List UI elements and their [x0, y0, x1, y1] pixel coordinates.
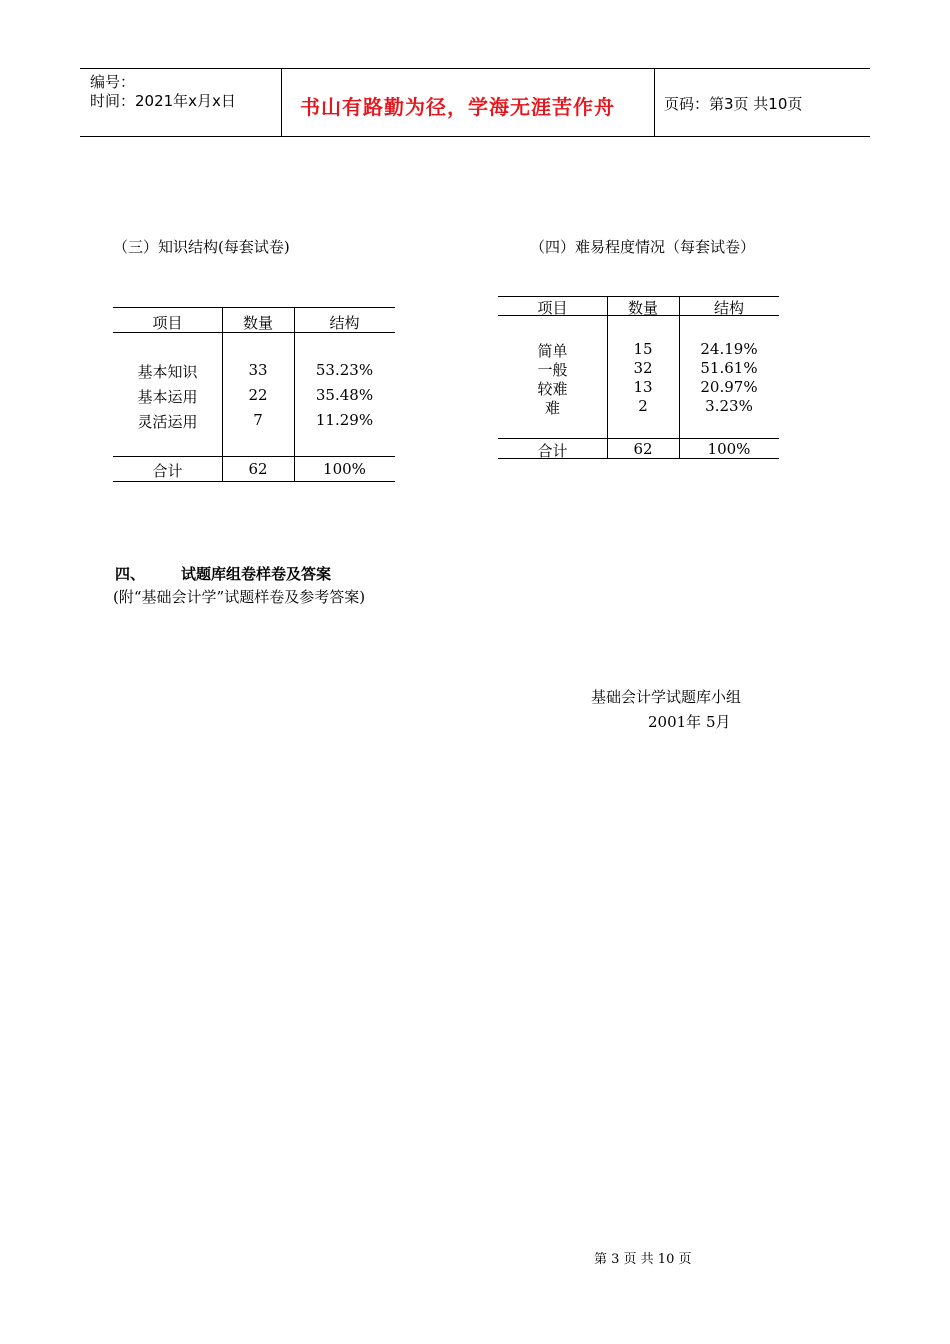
table-header-item: 项目 — [152, 314, 183, 332]
table-cell: 13 — [633, 378, 653, 396]
table-header-structure: 结构 — [329, 314, 360, 332]
table-cell: 51.61% — [700, 359, 758, 377]
table-cell: 难 — [544, 399, 560, 417]
table-cell: 简单 — [537, 342, 568, 360]
table-total-structure: 100% — [707, 440, 751, 458]
table-header-item: 项目 — [537, 299, 568, 317]
table-rule — [113, 456, 395, 457]
header-time-label: 时间：2021年x月x日 — [90, 92, 236, 110]
table-cell: 7 — [253, 411, 263, 429]
table-rule — [498, 438, 779, 439]
table-cell: 32 — [633, 359, 653, 377]
table-cell: 11.29% — [315, 411, 374, 429]
table-cell: 灵活运用 — [137, 413, 198, 431]
difficulty-table-caption: （四）难易程度情况（每套试卷） — [530, 238, 756, 256]
table-cell: 较难 — [537, 380, 568, 398]
table-cell: 53.23% — [315, 361, 374, 379]
table-rule — [113, 481, 395, 482]
table-total-count: 62 — [633, 440, 653, 458]
table-cell: 20.97% — [700, 378, 758, 396]
knowledge-table-caption: （三）知识结构(每套试卷) — [113, 238, 290, 256]
table-cell: 24.19% — [700, 340, 758, 358]
table-total-label: 合计 — [537, 442, 568, 460]
table-header-count: 数量 — [242, 314, 273, 332]
page-footer: 第 3 页 共 10 页 — [594, 1252, 692, 1267]
table-header-count: 数量 — [627, 299, 658, 317]
signature-date: 2001年 5月 — [648, 713, 731, 731]
table-column-rule — [607, 296, 608, 458]
table-total-structure: 100% — [323, 460, 366, 478]
header-divider-right — [654, 68, 655, 136]
table-total-label: 合计 — [152, 462, 183, 480]
table-rule — [113, 307, 395, 308]
table-total-count: 62 — [248, 460, 268, 478]
table-cell: 3.23% — [705, 397, 753, 415]
table-cell: 一般 — [537, 361, 568, 379]
header-page-info: 页码：第3页 共10页 — [664, 95, 803, 113]
table-cell: 2 — [638, 397, 648, 415]
table-cell: 基本运用 — [137, 388, 198, 406]
table-cell: 33 — [248, 361, 268, 379]
header-motto: 书山有路勤为径，学海无涯苦作舟 — [300, 95, 615, 119]
table-cell: 15 — [633, 340, 653, 358]
section-number: 四、 — [115, 565, 146, 583]
header-top-rule — [80, 68, 870, 69]
table-column-rule — [679, 296, 680, 458]
section-title: 试题库组卷样卷及答案 — [181, 565, 332, 583]
table-cell: 35.48% — [315, 386, 374, 404]
signature-group: 基础会计学试题库小组 — [591, 688, 742, 706]
header-divider-left — [281, 68, 282, 136]
table-header-structure: 结构 — [713, 299, 744, 317]
header-number-label: 编号： — [90, 73, 136, 91]
table-cell: 22 — [248, 386, 268, 404]
section-note: (附“基础会计学”试题样卷及参考答案) — [113, 588, 366, 606]
table-cell: 基本知识 — [137, 363, 198, 381]
header-bottom-rule — [80, 136, 870, 137]
